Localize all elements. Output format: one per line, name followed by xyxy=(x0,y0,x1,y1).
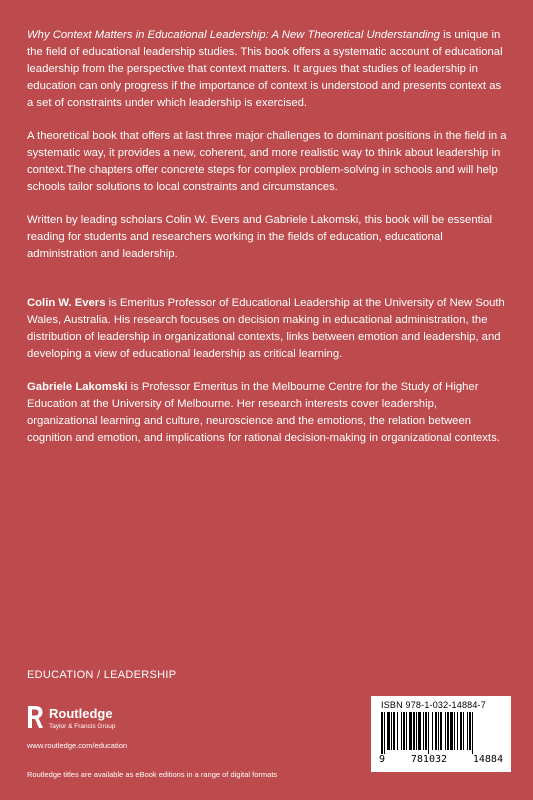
barcode-bar xyxy=(391,712,392,750)
barcode-bar xyxy=(418,712,421,750)
barcode-bar xyxy=(393,712,395,750)
barcode-bar xyxy=(397,712,398,750)
subject-category: EDUCATION / LEADERSHIP xyxy=(27,669,177,681)
book-title-italic: Why Context Matters in Educational Leadership: A New Theoretical Understanding xyxy=(27,29,440,41)
publisher-name: Routledge xyxy=(49,706,113,721)
isbn-label: ISBN 978-1-032-14884-7 xyxy=(381,700,486,710)
routledge-logo-icon xyxy=(27,705,43,729)
barcode-bar xyxy=(463,712,464,750)
barcode-bar xyxy=(467,712,468,750)
barcode-bar xyxy=(409,712,412,750)
author-bio-2 xyxy=(27,379,509,447)
isbn-digit-group-2: 781032 xyxy=(410,754,448,765)
publisher-group: Taylor & Francis Group xyxy=(49,723,116,730)
ebook-note: Routledge titles are available as eBook editions in a range of digital formats xyxy=(27,770,278,779)
barcode-bar xyxy=(472,712,473,754)
book-description xyxy=(27,27,509,463)
isbn-digit-group-3: 14884 xyxy=(472,754,503,765)
barcode-bar xyxy=(406,712,407,750)
barcode-bar xyxy=(403,712,405,750)
barcode-bar xyxy=(423,712,424,750)
author-bio-2-text: is Professor Emeritus in the Melbourne Centre for the Study of Higher Education at the University of Melbourne. Her research interests cover leadership, organizational learning and culture, neuroscience and the emotions, the relation between cognition and emotion, and implications for rational decision-making in organizational contexts. xyxy=(27,381,500,444)
barcode-bar xyxy=(438,712,439,750)
barcode-bar xyxy=(432,712,433,750)
author-bio-1 xyxy=(27,295,509,363)
barcode-bar xyxy=(425,712,427,750)
barcode-panel xyxy=(371,696,511,772)
barcode-bar xyxy=(387,712,390,750)
publisher-url: www.routledge.com/education xyxy=(27,741,128,750)
barcode-bar xyxy=(460,712,462,750)
barcode-icon xyxy=(379,712,503,754)
barcode-bar xyxy=(384,712,385,754)
barcode-bar xyxy=(401,712,402,750)
barcode-bar xyxy=(416,712,417,750)
description-paragraph-3: Written by leading scholars Colin W. Evers and Gabriele Lakomski, this book will be essential reading for students and researchers working in the fields of education, educational administration and leadership. xyxy=(27,214,493,260)
barcode-bar xyxy=(454,712,455,750)
barcode-bar xyxy=(469,712,471,750)
barcode-bar xyxy=(450,712,453,750)
author-name-1: Colin W. Evers xyxy=(27,297,106,309)
barcode-bar xyxy=(413,712,415,750)
barcode-bar xyxy=(428,712,429,754)
barcode-bar xyxy=(447,712,449,750)
author-name-2: Gabriele Lakomski xyxy=(27,381,128,393)
description-paragraph-1 xyxy=(27,27,509,112)
author-bio-1-text: is Emeritus Professor of Educational Leadership at the University of New South Wales, Australia. His research focuses on decision making in educational administration, the distribution of leadership in organizational contexts, links between emotion and leadership, and developing a view of educational leadership as critical learning. xyxy=(27,297,505,360)
barcode-bar xyxy=(381,712,383,754)
informa-note: an informa business xyxy=(444,762,498,768)
barcode-bar xyxy=(445,712,446,750)
isbn-digit-group-1: 9 xyxy=(379,754,386,765)
description-paragraph-1-text: is unique in the field of educational leadership studies. This book offers a systematic account of educational leadership from the perspective that context matters. It argues that studies of leadership in education can only progress if the importance of context is understood and presents context as a set of constraints under which leadership is exercised. xyxy=(27,29,503,109)
description-paragraph-2: A theoretical book that offers at last three major challenges to dominant positions in the field in a systematic way, it provides a new, coherent, and more realistic way to think about leadership in context.The chapters offer concrete steps for complex problem-solving in schools and will help schools tailor solutions to local constraints and circumstances. xyxy=(27,130,507,193)
barcode-bar xyxy=(440,712,442,750)
barcode-bar xyxy=(435,712,437,750)
barcode-bar xyxy=(457,712,458,750)
publisher-logo xyxy=(27,703,227,743)
